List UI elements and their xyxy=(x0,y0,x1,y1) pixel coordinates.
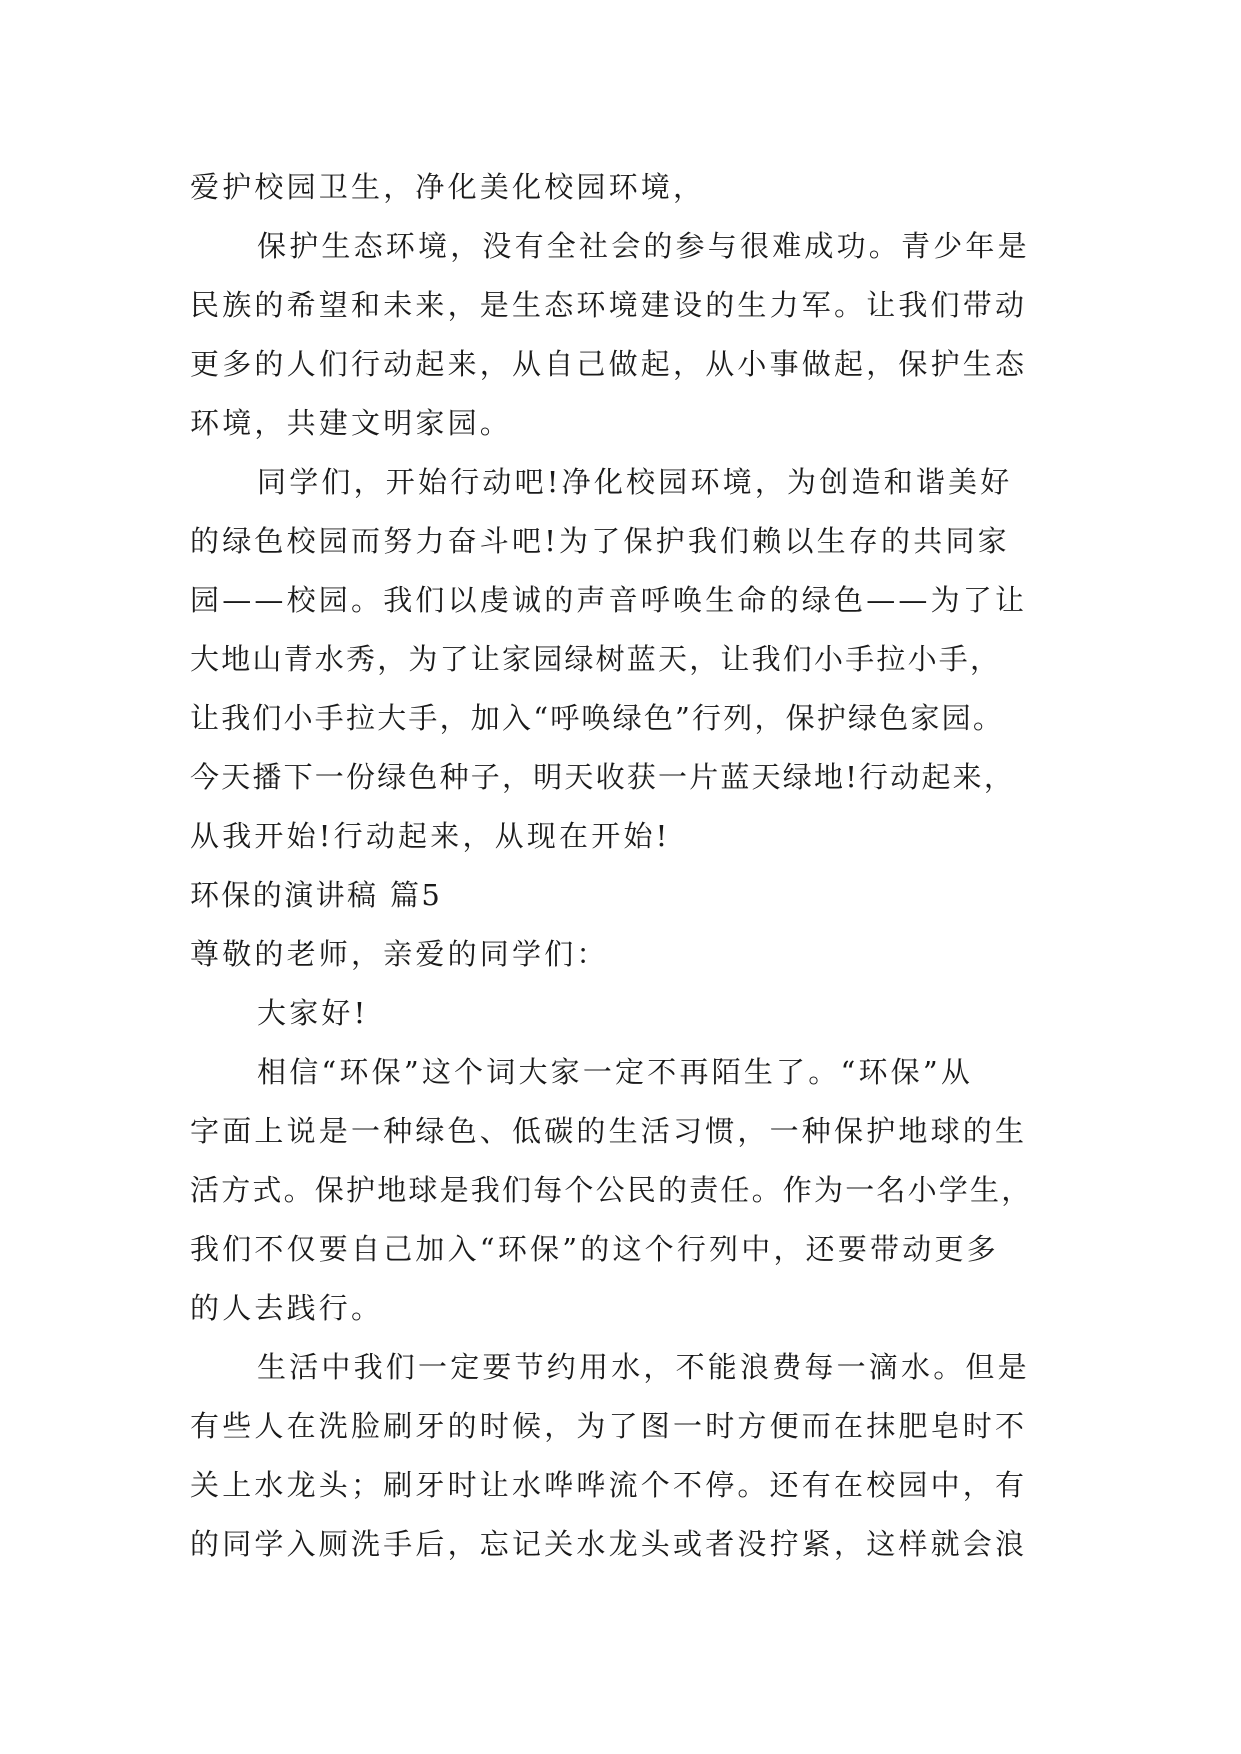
text-line: 爱护校园卫生，净化美化校园环境， xyxy=(190,170,706,204)
paragraph-first-line: 同学们，开始行动吧!净化校园环境，为创造和谐美好 xyxy=(257,465,1013,499)
text-line: 民族的希望和未来，是生态环境建设的生力军。让我们带动 xyxy=(190,288,1028,322)
text-line: 的绿色校园而努力奋斗吧!为了保护我们赖以生存的共同家 xyxy=(190,524,1010,558)
text-line: 我们不仅要自己加入“环保”的这个行列中，还要带动更多 xyxy=(190,1232,999,1266)
text-line: 园——校园。我们以虔诚的声音呼唤生命的绿色——为了让 xyxy=(190,583,1028,617)
text-line: 更多的人们行动起来，从自己做起，从小事做起，保护生态 xyxy=(190,347,1028,381)
text-line: 大地山青水秀，为了让家园绿树蓝天，让我们小手拉小手， xyxy=(190,642,1002,676)
text-line: 环境，共建文明家园。 xyxy=(190,406,513,440)
paragraph-first-line: 保护生态环境，没有全社会的参与很难成功。青少年是 xyxy=(257,229,1030,263)
text-line: 关上水龙头；刷牙时让水哗哗流个不停。还有在校园中，有 xyxy=(190,1468,1028,1502)
text-line: 让我们小手拉大手，加入“呼唤绿色”行列，保护绿色家园。 xyxy=(190,701,1005,735)
text-line: 的同学入厕洗手后，忘记关水龙头或者没拧紧，这样就会浪 xyxy=(190,1527,1028,1561)
section-title: 环保的演讲稿 篇5 xyxy=(190,878,443,912)
text-line: 的人去践行。 xyxy=(190,1291,384,1325)
paragraph-first-line: 相信“环保”这个词大家一定不再陌生了。“环保”从 xyxy=(257,1055,974,1089)
text-line: 从我开始!行动起来，从现在开始! xyxy=(190,819,671,853)
document-body xyxy=(190,158,1060,1574)
text-line: 今天播下一份绿色种子，明天收获一片蓝天绿地!行动起来， xyxy=(190,760,1016,794)
paragraph-first-line: 生活中我们一定要节约用水，不能浪费每一滴水。但是 xyxy=(257,1350,1030,1384)
text-line: 活方式。保护地球是我们每个公民的责任。作为一名小学生， xyxy=(190,1173,1033,1207)
text-line: 字面上说是一种绿色、低碳的生活习惯，一种保护地球的生 xyxy=(190,1114,1028,1148)
greeting: 大家好! xyxy=(257,996,369,1030)
salutation: 尊敬的老师，亲爱的同学们： xyxy=(190,937,609,971)
text-line: 有些人在洗脸刷牙的时候，为了图一时方便而在抹肥皂时不 xyxy=(190,1409,1028,1443)
